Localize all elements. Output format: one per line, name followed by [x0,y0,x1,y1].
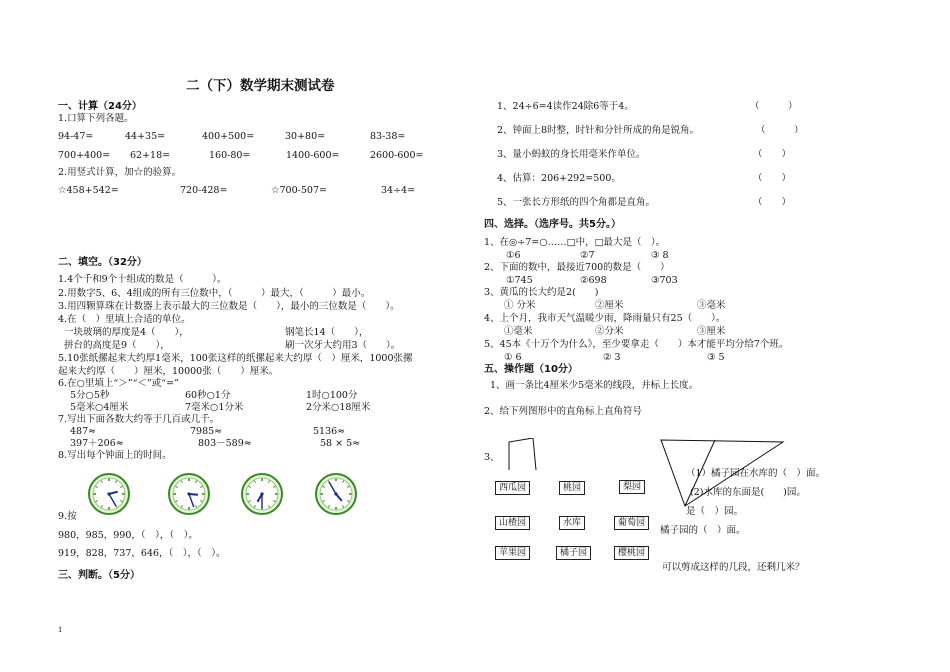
map-box-cherry: 樱桃园 [614,546,649,560]
choice-q1: 1、在◎÷7=○……□中，□最大是（ ）。 [484,237,666,248]
choice-option: ③703 [651,275,678,286]
judge-blank-1: （ ） [750,101,798,112]
choice-option: ③ 5 [707,352,725,363]
choice-option: ②分米 [595,326,624,337]
map-box-hawthorn: 山楂园 [495,516,530,530]
calc-item: 400+500= [202,131,255,142]
choice-option: ① 6 [504,352,522,363]
operation-q3: 3、 [484,452,500,463]
calc-item: 1400-600= [286,150,340,161]
compare-item: 5毫米○4厘米 [70,402,129,413]
clock-2 [167,472,211,516]
calc-item: 720-428= [180,185,228,196]
clock-1 [87,472,131,516]
cut-question: 可以剪成这样的几段，还剩几米？ [662,562,805,573]
compare-item: 2分米○18厘米 [306,402,371,413]
fill-q6: 6.在○里填上“＞”“＜”或“=” [58,378,179,389]
judge-item-1: 1、24÷6=4读作24除6等于4。 [497,101,634,112]
fill-q4: 4.在（ ）里填上合适的单位。 [58,314,191,325]
fill-q4b: 钢笔长14（ ）， [285,327,369,338]
sequence-1: 980，985，990，（ ），（ ）。 [58,530,198,541]
calc-item: 30+80= [285,131,326,142]
choice-q5: 5、45本《十万个为什么》，至少要拿走（ ）本才能平均分给7个班。 [484,339,789,350]
estimate-item: 803－589≈ [198,438,252,449]
map-box-tangerine: 橘子园 [556,546,591,560]
clock-4 [314,472,358,516]
map-box-watermelon: 西瓜园 [495,481,530,495]
judge-blank-4: （ ） [753,173,792,184]
map-q1: （1）橘子园在水库的（ ）面。 [686,468,826,479]
sequence-2: 919，828，737，646，（ ），（ ）。 [58,548,226,559]
judge-blank-3: （ ） [753,149,792,160]
calc-item: 83-38= [370,131,406,142]
fill-q5b: 起来大约厚（ ）厘米，10000张（ ）厘米。 [58,366,279,377]
calc-item: 700+400= [58,150,111,161]
section-3-heading: 三、判断。（5分） [58,570,140,581]
compare-item: 60秒○1分 [185,390,231,401]
clock-3 [240,472,284,516]
sec1-sub1: 1.口算下列各题。 [58,113,134,124]
judge-item-4: 4、估算：206+292=500。 [497,173,621,184]
choice-option: ① 分米 [504,300,536,311]
choice-option: ②厘米 [595,300,624,311]
choice-q3: 3、黄瓜的长大约是2( ) [484,287,599,298]
estimate-item: 7985≈ [190,426,223,437]
choice-option: ③毫米 [697,300,726,311]
map-box-grape: 葡萄园 [614,516,649,530]
choice-option: ② 3 [603,352,621,363]
map-box-peach: 桃园 [559,481,585,495]
choice-option: ②698 [580,275,607,286]
estimate-item: 487≈ [70,426,97,437]
choice-option: ③厘米 [697,326,726,337]
choice-q4: 4、上个月，我市天气温暖少雨，降雨量只有25（ ）。 [484,313,726,324]
choice-option: ①毫米 [504,326,533,337]
fill-q8: 8.写出每个钟面上的时间。 [58,450,172,461]
choice-option: ②7 [580,250,595,261]
judge-item-3: 3、量小蚂蚁的身长用毫米作单位。 [497,149,646,160]
fill-q4d: 刷一次牙大约用3（ ）。 [285,340,401,351]
judge-item-2: 2、钟面上8时整，时针和分针所成的角是锐角。 [497,125,700,136]
fill-q3: 3.用四颗算珠在计数器上表示最大的三位数是（ ），最小的三位数是（ ）。 [58,301,400,312]
fill-q1: 1.4个千和9个十组成的数是（ ）。 [58,274,227,285]
calc-item: 44+35= [125,131,166,142]
choice-option: ③ 8 [651,250,669,261]
section-1-heading: 一、计算（24分） [58,101,142,112]
calc-item: 2600-600= [370,150,424,161]
calc-item: 94-47= [58,131,94,142]
choice-option: ①6 [506,250,521,261]
map-q4: 橘子园的（ ）面。 [660,525,746,536]
choice-q2: 2、下面的数中，最接近700的数是（ ） [484,262,670,273]
judge-blank-2: （ ） [756,125,804,136]
fill-q4c: 拼台的高度是9（ ）， [64,340,170,351]
map-box-reservoir: 水库 [559,516,585,530]
fill-q7: 7.写出下面各数大约等于几百或几千。 [58,414,220,425]
fill-q9: 9.按 [58,511,77,522]
calc-item: ☆700-507= [271,185,327,196]
compare-item: 7毫米○1分米 [185,402,244,413]
compare-item: 1时○100分 [306,390,358,401]
page-title: 二（下）数学期末测试卷 [186,78,335,94]
page-number: 1 [58,626,63,634]
operation-q1: 1、画一条比4厘米少5毫米的线段，并标上长度。 [490,380,699,391]
judge-blank-5: （ ） [753,197,792,208]
fill-q4a: 一块玻璃的厚度是4（ ）， [64,327,189,338]
map-box-pear: 梨园 [619,480,645,494]
calc-item: ☆458+542= [58,185,119,196]
calc-item: 62+18= [130,150,171,161]
calc-item: 34÷4= [381,185,416,196]
fill-q2: 2.用数字5、6、4组成的所有三位数中，（ ）最大，（ ）最小。 [58,288,371,299]
calc-item: 160-80= [209,150,251,161]
sec1-sub2: 2.用竖式计算，加☆的验算。 [58,167,182,178]
estimate-item: 397＋206≈ [70,438,124,449]
fill-q5a: 5.10张纸摞起来大约厚1毫米，100张这样的纸摞起来大约厚（ ）厘米，1000张摞 [58,353,413,364]
map-q3: 是（ ）园。 [686,506,744,517]
section-2-heading: 二、填空。（32分） [58,257,147,268]
section-4-heading: 四、选择。（选序号。共5分。） [484,219,621,230]
bracket-shape [505,438,545,474]
compare-item: 5分○5秒 [70,390,110,401]
estimate-item: 5136≈ [313,426,346,437]
judge-item-5: 5、一张长方形纸的四个角都是直角。 [497,197,656,208]
choice-option: ①745 [506,275,533,286]
map-q2: (2)水库的东面是( )园。 [690,487,806,498]
map-box-apple: 苹果园 [495,546,530,560]
operation-q2: 2、给下列图形中的直角标上直角符号 [484,406,643,417]
estimate-item: 58 × 5≈ [320,438,361,449]
section-5-heading: 五、操作题（10分） [484,364,578,375]
